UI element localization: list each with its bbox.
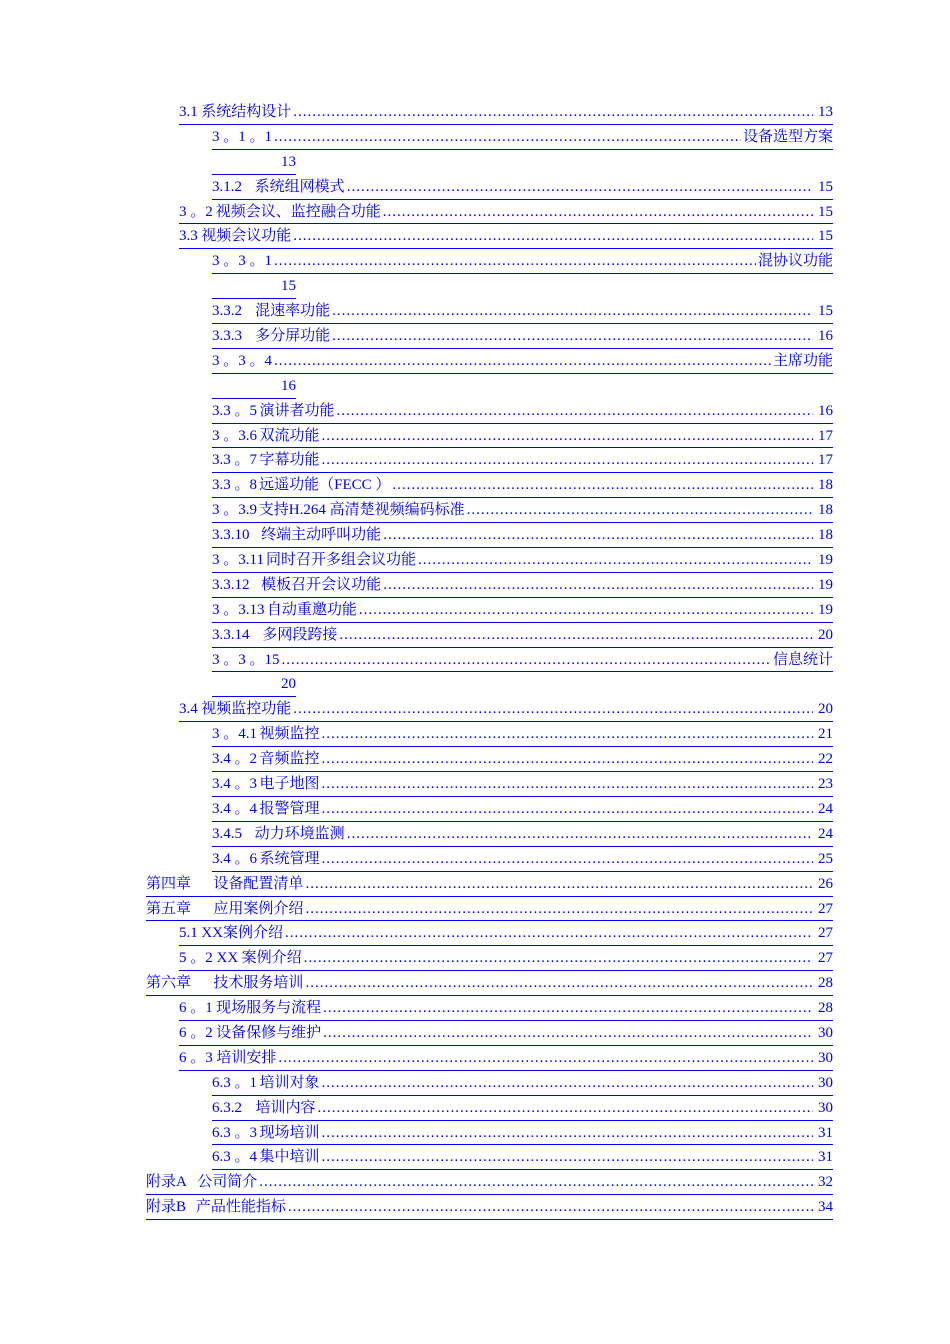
toc-entry-number: 第五章: [146, 900, 192, 917]
toc-entry-title: 信息统计: [772, 651, 833, 668]
toc-entry-title: 多分屏功能: [255, 328, 331, 345]
toc-entry-page: 15: [818, 178, 833, 195]
toc-entry[interactable]: [212, 648, 833, 673]
toc-entry-leader: [274, 125, 741, 149]
toc-entry-title: 视频会议、监控融合功能: [215, 203, 381, 220]
toc-entry-number: 6 。3: [179, 1049, 213, 1066]
toc-entry[interactable]: [179, 224, 833, 249]
toc-entry-number: 6 。1: [179, 1000, 213, 1017]
toc-entry-page: 28: [818, 1000, 833, 1017]
toc-entry[interactable]: [212, 623, 833, 648]
toc-entry[interactable]: [212, 523, 833, 548]
toc-entry-leader: [285, 921, 813, 945]
toc-entry-title: 现场服务与流程: [216, 1000, 322, 1017]
toc-entry-page: 30: [818, 1049, 833, 1066]
toc-entry[interactable]: [212, 1145, 833, 1170]
toc-entry-page: 17: [818, 452, 833, 469]
toc-entry-page: 28: [818, 975, 833, 992]
toc-entry-continuation[interactable]: [212, 672, 296, 697]
toc-entry-leader: [305, 971, 813, 995]
toc-entry-page: 21: [818, 726, 833, 743]
toc-entry[interactable]: [179, 200, 833, 225]
toc-entry-leader: [293, 697, 813, 721]
toc-entry-title: 系统组网模式: [254, 178, 345, 195]
toc-entry-title: 系统结构设计: [201, 104, 292, 120]
toc-entry[interactable]: [212, 722, 833, 747]
toc-entry-leader: [278, 1046, 813, 1070]
toc-entry-number: 3.4 。6: [212, 850, 258, 867]
toc-entry-page: 16: [281, 377, 296, 394]
toc-entry[interactable]: [146, 872, 833, 897]
toc-entry-title: 设备配置清单: [213, 875, 304, 892]
toc-entry[interactable]: [212, 598, 833, 623]
toc-entry-leader: [274, 249, 756, 273]
toc-entry-title: 模板召开会议功能: [261, 576, 382, 593]
toc-entry[interactable]: [212, 349, 833, 374]
toc-entry-page: 24: [818, 825, 833, 842]
toc-entry-number: 3.3.12: [212, 576, 250, 593]
toc-entry-leader: [322, 722, 813, 746]
toc-entry[interactable]: [179, 1021, 833, 1046]
toc-entry-number: 3 。3.9: [212, 502, 258, 519]
toc-entry-title: 主席功能: [772, 352, 833, 369]
toc-entry-number: 附录B: [146, 1199, 187, 1216]
toc-entry[interactable]: [212, 473, 833, 498]
toc-entry[interactable]: [179, 100, 833, 125]
toc-entry-number: 3.3 。8: [212, 477, 258, 494]
toc-entry-title: 视频监控功能: [201, 701, 292, 718]
toc-entry[interactable]: [212, 1096, 833, 1121]
toc-entry-page: 15: [818, 203, 833, 220]
toc-entry-leader: [392, 473, 813, 497]
toc-entry-leader: [282, 648, 771, 672]
toc-entry[interactable]: [179, 921, 833, 946]
toc-entry-title: 同时召开多组会议功能: [265, 552, 416, 569]
toc-entry-number: 5.1: [179, 925, 198, 942]
toc-entry-title: 系统管理: [259, 850, 320, 867]
toc-entry-number: 3.3.3: [212, 328, 242, 345]
toc-entry-leader: [383, 573, 813, 597]
toc-entry-number: 3 。3.11: [212, 552, 264, 569]
toc-entry-title: 公司简介: [197, 1174, 258, 1191]
toc-entry-leader: [383, 523, 813, 547]
toc-entry-title: 演讲者功能: [259, 402, 335, 419]
toc-entry-number: 3 。2: [179, 203, 213, 220]
toc-entry[interactable]: [212, 498, 833, 523]
toc-entry-page: 25: [818, 850, 833, 867]
toc-entry-page: 30: [818, 1099, 833, 1116]
toc-entry-number: 3 。3.13: [212, 601, 265, 618]
toc-entry-page: 32: [818, 1174, 833, 1191]
toc-entry-page: 20: [281, 676, 296, 693]
toc-entry-title: 应用案例介绍: [213, 900, 304, 917]
toc-entry-number: 3.1.2: [212, 178, 242, 195]
toc-entry-leader: [332, 299, 813, 323]
toc-entry-page: 19: [818, 601, 833, 618]
toc-entry-leader: [467, 498, 813, 522]
toc-entry-page: 20: [818, 701, 833, 718]
toc-entry-title: 支持H.264 高清楚视频编码标准: [258, 502, 465, 519]
toc-entry-number: 3.4 。3: [212, 776, 258, 793]
toc-entry-number: 3.1: [179, 104, 198, 120]
toc-entry-page: 13: [281, 153, 296, 170]
toc-entry-number: 3.4 。2: [212, 751, 258, 768]
table-of-contents: [0, 100, 950, 1220]
toc-entry-page: 20: [818, 626, 833, 643]
toc-entry[interactable]: [146, 897, 833, 922]
toc-entry-page: 15: [281, 278, 296, 295]
toc-entry[interactable]: [212, 573, 833, 598]
toc-entry-continuation[interactable]: [212, 374, 296, 399]
toc-entry-leader: [339, 623, 813, 647]
toc-entry[interactable]: [146, 971, 833, 996]
toc-entry-page: 27: [818, 925, 833, 942]
toc-entry-leader: [418, 548, 813, 572]
toc-entry-leader: [336, 399, 813, 423]
toc-entry-leader: [317, 1096, 813, 1120]
toc-entry-number: 5 。2 XX: [179, 950, 239, 967]
toc-entry[interactable]: [179, 996, 833, 1021]
toc-entry-leader: [323, 1021, 813, 1045]
toc-entry-leader: [322, 448, 813, 472]
toc-entry-number: 3.3.14: [212, 626, 250, 643]
toc-entry-title: 混速率功能: [255, 303, 331, 320]
toc-entry[interactable]: [212, 548, 833, 573]
toc-entry-title: 现场培训: [259, 1124, 320, 1141]
toc-entry-title: 远遥功能（FECC ）: [259, 477, 391, 494]
toc-entry-leader: [259, 1170, 813, 1194]
toc-entry-number: 6.3 。3: [212, 1124, 258, 1141]
toc-entry-leader: [322, 847, 813, 871]
toc-entry-title: 培训安排: [216, 1049, 277, 1066]
toc-entry[interactable]: [212, 772, 833, 797]
toc-entry-page: 19: [818, 576, 833, 593]
toc-entry-page: 19: [818, 552, 833, 569]
toc-entry-number: 3 。3 。4: [212, 352, 273, 369]
toc-entry[interactable]: [212, 324, 833, 349]
toc-entry-number: 3 。1 。1: [212, 128, 273, 145]
toc-entry-leader: [322, 1121, 813, 1145]
toc-entry-title: 技术服务培训: [213, 975, 304, 992]
toc-entry-number: 6.3.2: [212, 1099, 242, 1116]
toc-entry-title: 音频监控: [259, 751, 320, 768]
toc-entry[interactable]: [212, 249, 833, 274]
toc-entry-page: 15: [818, 228, 833, 245]
toc-entry-page: 30: [818, 1024, 833, 1041]
toc-entry[interactable]: [179, 1046, 833, 1071]
toc-entry-page: 34: [818, 1199, 833, 1216]
toc-entry[interactable]: [212, 1121, 833, 1146]
toc-entry[interactable]: [212, 847, 833, 872]
toc-entry-page: 18: [818, 477, 833, 494]
toc-entry-title: 终端主动呼叫功能: [261, 527, 382, 544]
toc-entry-leader: [305, 872, 813, 896]
toc-entry-page: 16: [818, 402, 833, 419]
toc-entry-number: 6.3 。1: [212, 1074, 258, 1091]
toc-entry-page: 18: [818, 502, 833, 519]
toc-entry-title: 设备选型方案: [742, 128, 833, 145]
toc-entry-number: 3.3.10: [212, 527, 250, 544]
toc-entry-page: 31: [818, 1149, 833, 1166]
toc-entry-title: 混协议功能: [757, 253, 833, 270]
toc-entry-continuation[interactable]: [212, 274, 296, 299]
toc-entry-number: 3 。3 。1: [212, 253, 273, 270]
toc-entry[interactable]: [212, 424, 833, 449]
toc-entry[interactable]: [212, 125, 833, 150]
toc-entry-title: 视频会议功能: [201, 228, 292, 245]
toc-entry[interactable]: [146, 1170, 833, 1195]
toc-entry-page: 16: [818, 328, 833, 345]
toc-entry-number: 3 。4.1: [212, 726, 258, 743]
toc-entry-page: 23: [818, 776, 833, 793]
toc-entry-title: 培训对象: [259, 1074, 320, 1091]
toc-entry-number: 3.3 。5: [212, 402, 258, 419]
toc-entry-number: 3.3.2: [212, 303, 242, 320]
toc-entry-leader: [322, 797, 813, 821]
toc-entry-title: 字幕功能: [259, 452, 320, 469]
toc-entry-leader: [322, 772, 813, 796]
toc-entry-title: 多网段跨接: [262, 626, 338, 643]
toc-entry-title: 双流功能: [259, 427, 320, 444]
toc-entry-leader: [288, 1195, 813, 1219]
toc-entry-number: 6 。2: [179, 1024, 213, 1041]
toc-entry-number: 3.4: [179, 701, 198, 718]
toc-entry-page: 27: [818, 900, 833, 917]
toc-entry-leader: [323, 996, 813, 1020]
toc-entry-leader: [293, 100, 813, 124]
toc-entry[interactable]: [179, 946, 833, 971]
toc-entry[interactable]: [212, 299, 833, 324]
toc-entry-leader: [347, 822, 813, 846]
toc-entry[interactable]: [179, 697, 833, 722]
toc-entry-title: 产品性能指标: [195, 1199, 286, 1216]
toc-entry-title: 设备保修与维护: [216, 1024, 322, 1041]
toc-entry-title: 电子地图: [259, 776, 320, 793]
toc-entry-number: 3.3 。7: [212, 452, 258, 469]
toc-entry-title: 案例介绍: [241, 950, 302, 967]
toc-entry-page: 15: [818, 303, 833, 320]
toc-entry-leader: [332, 324, 813, 348]
toc-entry-number: 附录A: [146, 1174, 187, 1191]
toc-entry[interactable]: [212, 747, 833, 772]
toc-entry-page: 24: [818, 800, 833, 817]
toc-entry-number: 3.4 。4: [212, 800, 258, 817]
toc-entry[interactable]: [212, 448, 833, 473]
toc-entry-leader: [322, 1145, 813, 1169]
toc-entry-number: 3 。3 。15: [212, 651, 280, 668]
toc-entry-leader: [359, 598, 813, 622]
toc-entry[interactable]: [212, 175, 833, 200]
toc-entry-number: 第四章: [146, 875, 192, 892]
toc-entry-leader: [322, 747, 813, 771]
toc-entry-number: 3.3: [179, 228, 198, 245]
toc-entry-leader: [322, 1071, 813, 1095]
toc-entry-title: 动力环境监测: [254, 825, 345, 842]
toc-entry-title: XX案例介绍: [201, 925, 283, 942]
toc-entry-number: 3 。3.6: [212, 427, 258, 444]
toc-entry-leader: [305, 897, 813, 921]
toc-entry-title: 自动重邀功能: [266, 601, 357, 618]
toc-entry-page: 26: [818, 875, 833, 892]
toc-entry-page: 18: [818, 527, 833, 544]
toc-entry-leader: [293, 224, 813, 248]
toc-entry[interactable]: [146, 1195, 833, 1220]
toc-entry-continuation[interactable]: [212, 150, 296, 175]
toc-entry-leader: [383, 200, 813, 224]
toc-entry[interactable]: [212, 797, 833, 822]
toc-entry-page: 22: [818, 751, 833, 768]
toc-entry-number: 3.4.5: [212, 825, 242, 842]
toc-entry-title: 视频监控: [259, 726, 320, 743]
toc-entry-page: 27: [818, 950, 833, 967]
toc-entry-page: 31: [818, 1124, 833, 1141]
toc-entry-leader: [322, 424, 813, 448]
toc-entry-number: 第六章: [146, 975, 192, 992]
toc-entry[interactable]: [212, 1071, 833, 1096]
toc-entry-page: 17: [818, 427, 833, 444]
toc-entry-leader: [274, 349, 771, 373]
toc-entry-leader: [347, 175, 813, 199]
toc-entry[interactable]: [212, 822, 833, 847]
toc-entry-number: 6.3 。4: [212, 1149, 258, 1166]
toc-entry-leader: [304, 946, 813, 970]
toc-entry[interactable]: [212, 399, 833, 424]
toc-entry-page: 13: [818, 104, 833, 120]
toc-entry-title: 培训内容: [255, 1099, 316, 1116]
toc-entry-title: 报警管理: [259, 800, 320, 817]
toc-entry-page: 30: [818, 1074, 833, 1091]
toc-entry-title: 集中培训: [259, 1149, 320, 1166]
